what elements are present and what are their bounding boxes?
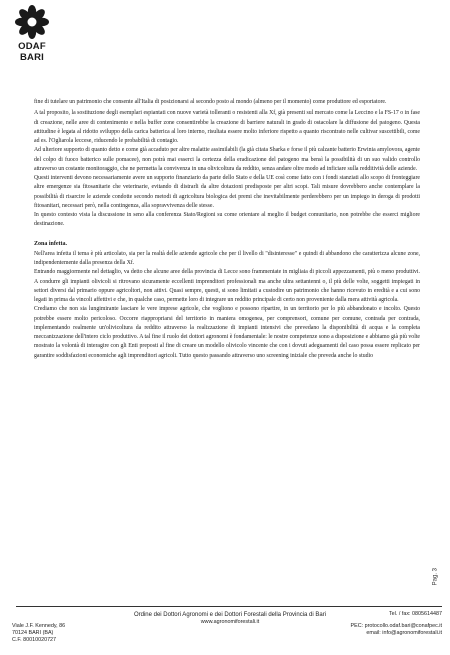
- paragraph: Nell'area infetta il tema è più articolato, sia per la realtà delle aziende agricole che per il livello di "disinteresse" e quindi di abbandono che caratterizza alcune zone, indipendentemente dalla presenza della Xf.: [34, 250, 420, 266]
- footer-contacts: [351, 611, 442, 637]
- footer-address: [12, 623, 65, 644]
- pec-email-link[interactable]: PEC: protocollo.odaf.bari@conafpec.it: [350, 623, 442, 629]
- paragraph: fine di tutelare un patrimonio che consente all'Italia di posizionarsi al secondo posto al mondo (almeno per il momento) come produttore ed esportatore.: [34, 99, 387, 105]
- paragraph: A tal proposito, la sostituzione degli esemplari espiantati con nuove varietà tolleranti o resistenti alla Xf, già presenti sul mercato come la Leccino e la FS-17 o in fase di creazione, nelle aree di contenimento e nella buffer zone consentirebbe la creazione di barriere naturali in grado di ostacolare la diffusione del patogeno. Questa attitudine è legata al ridotto sviluppo della carica batterica al loro interno, risultata essere molto inferiore rispetto a quanto riscontrato nelle cultivar suscettibili, come ad es. l'Ogliarola leccese, riducendo le probabilità di contagio.: [34, 110, 420, 144]
- paragraph: Entrando maggiormente nel dettaglio, va detto che alcune aree della provincia di Lecce sono frammentate in migliaia di piccoli appezzamenti, più o meno produttivi. A condurre gli impianti olivicoli si ritrovano sicuramente eccellenti imprenditori professionali ma anche ultra settantenni o, il più delle volte, soggetti impiegati in settori diversi dal primario oppure agricoltori, non attivi. Quasi sempre, questi, si sono limitati a custodire un patrimonio che hanno ricevuto in eredità e a cui sono legati in prima da vincoli affettivi e che, in qualche caso, permette loro di integrare un reddito principale di certo non proveniente dalla mera attività agricola.: [34, 269, 420, 303]
- odaf-logo: [8, 4, 56, 72]
- page-number: Pag. 3: [432, 568, 438, 586]
- section-heading: Zona infetta.: [34, 240, 67, 247]
- phone-fax: Tel. / fax: 0805614487: [388, 611, 442, 617]
- tax-code: C.F. 80010020727: [12, 637, 57, 643]
- paragraph: Ad ulteriore supporto di quanto detto e come già accaduto per altre malattie assimilabili (la già citata Sharka e forse il più calzante batterio Erwinia amylovora, agente del colpo di fuoco batterico sulle pomacee), non potrà mai esserci la certezza della eradicazione del patogeno ma bensì la possibilità di un suo valido controllo attraverso un costante monitoraggio, che ne permetta la convivenza in una olivicoltura da reddito, senza andare oltre modo ad inficiare sulla redditività delle aziende.: [34, 147, 420, 172]
- address-street: Viale J.F. Kennedy, 86: [12, 623, 66, 629]
- logo-flower-icon: [14, 4, 50, 40]
- email-link[interactable]: email: info@agronomiforestali.it: [366, 630, 442, 636]
- paragraph: In questo contesto vista la discussione in seno alla conferenza Stato/Regioni su come orientare al meglio il budget comunitario, non potrebbe che esserci migliore destinazione.: [34, 212, 420, 228]
- footer-divider: [16, 606, 442, 607]
- organization-name: Ordine dei Dottori Agronomi e dei Dottori Forestali della Provincia di Bari: [133, 612, 327, 618]
- address-city: 70124 BARI (BA): [12, 630, 54, 636]
- footer-organization: [120, 612, 340, 626]
- website-link[interactable]: www.agronomiforestali.it: [200, 619, 260, 625]
- logo-text: ODAF BARI: [18, 41, 46, 63]
- document-body: [34, 98, 420, 361]
- paragraph: Crediamo che non sia lungimirante lasciare le vere imprese agricole, che vogliono e possono ripartire, in un territorio per lo più abbandonato e incolto. Questo potrebbe essere molto pericoloso. Occorre riappropriarsi del territorio in maniera omogenea, per comprensori, comune per comune, contrada per contrada, implementando realmente un'olivicoltura da reddito attraverso la realizzazione di impianti intensivi che prevedano la disponibilità di acqua e la completa meccanizzazione dell'intero ciclo produttivo. A tal fine il ruolo dei dottori agronomi è fondamentale: le nostre competenze sono a disposizione e abbiamo già più volte mostrato la volontà di interagire con gli Enti preposti al fine di creare un modello olivicolo vincente che con i dovuti adeguamenti del caso possa essere replicato per garantire soddisfazioni economiche agli imprenditori agricoli. Tutto questo passando attraverso uno screening iniziale che preveda anche lo studio: [34, 306, 420, 359]
- paragraph: Questi interventi devono necessariamente avere un supporto finanziario da parte dello Stato e della UE così come fatto con i fondi stanziati allo scopo di fronteggiare altre emergenze sia fitosanitarie che veterinarie, evitando di distrarli da altre dotazioni predisposte per altri scopi. Tali misure dovrebbero anche contemplare la possibilità di risarcire le aziende condotte secondo metodi di agricoltura biologica dei premi che inevitabilmente perderebbero per un impiego in deroga di prodotti fitosanitari, necessari però, nella contingenza, alla sopravvivenza delle stesse.: [34, 175, 420, 209]
